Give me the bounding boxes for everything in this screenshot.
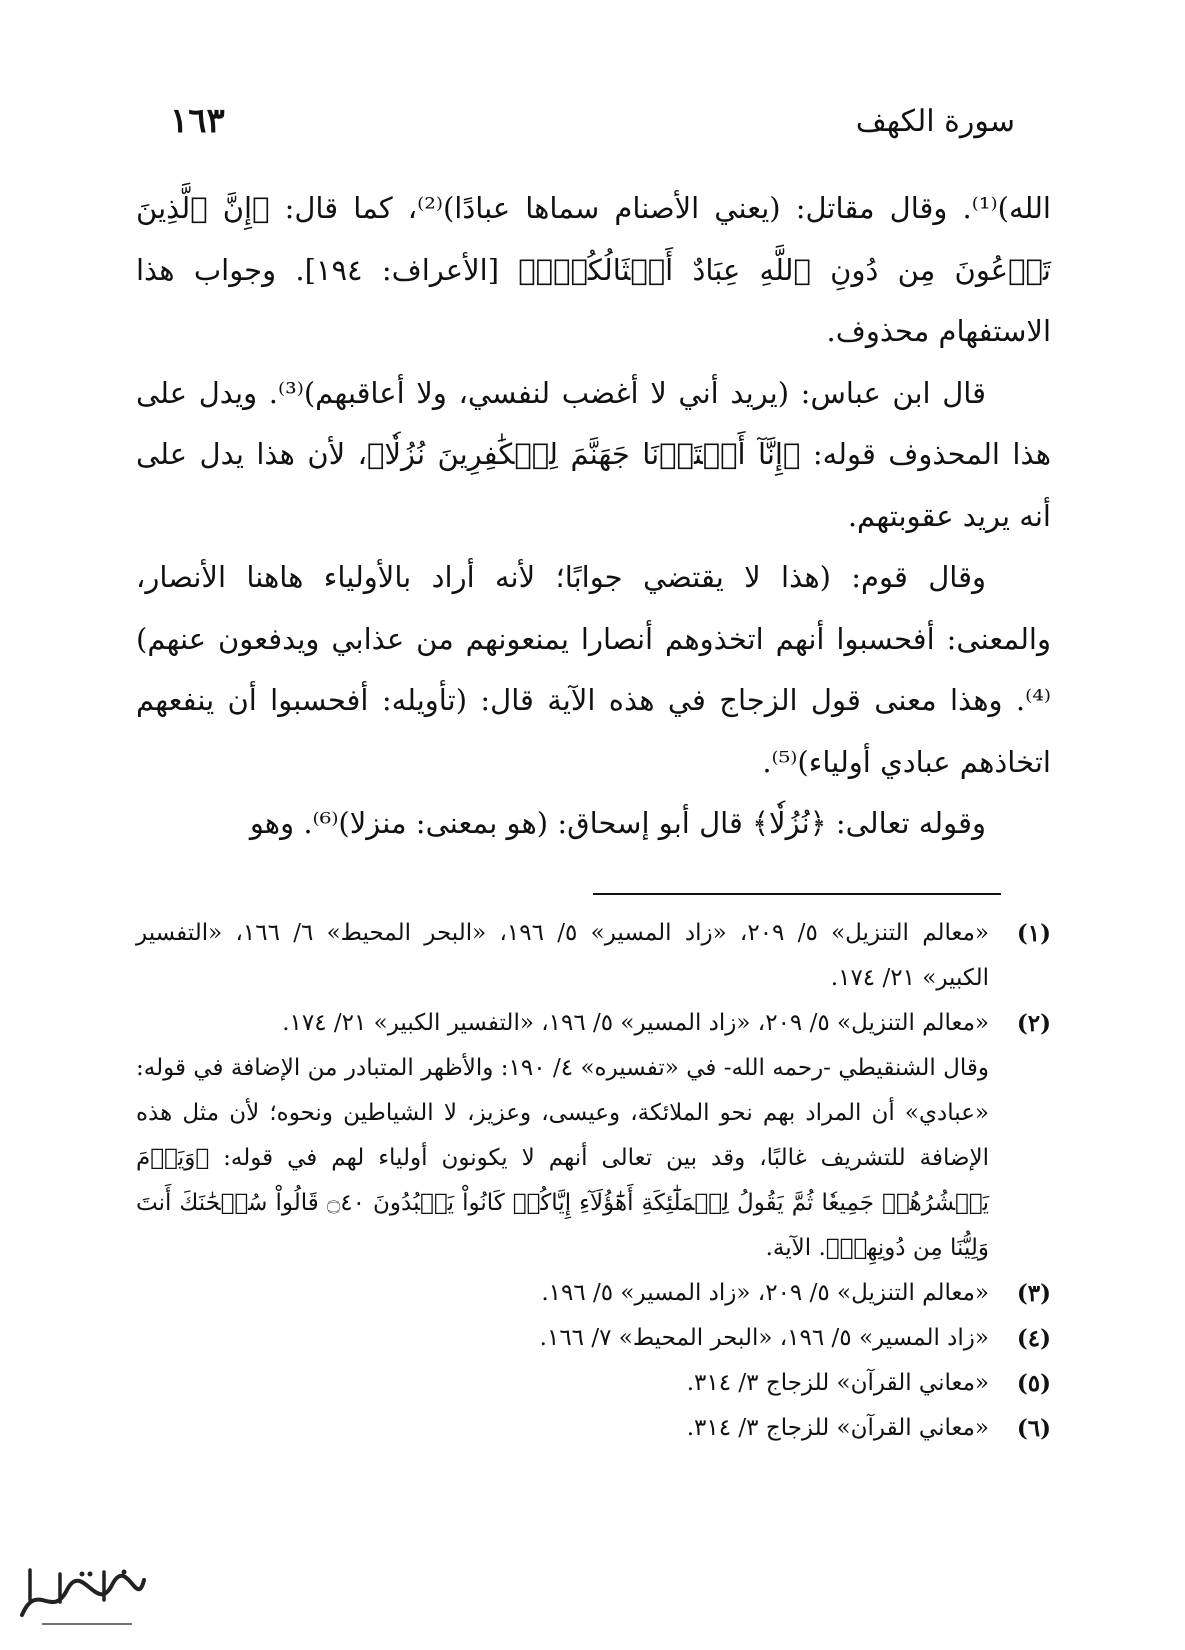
surah-title: سورة الكهف <box>855 103 1015 139</box>
watermark-logo <box>12 1560 152 1630</box>
footnote-1 <box>136 911 1051 1001</box>
footnote-2 <box>136 1001 1051 1271</box>
page-number: ١٦٣ <box>170 101 225 141</box>
footnote-3 <box>136 1271 1051 1316</box>
footnote-number: (٤) <box>1016 1325 1051 1352</box>
footnote-number: (١) <box>1016 920 1051 947</box>
footnote-number: (٢) <box>1016 1010 1051 1037</box>
footnote-text: «معالم التنزيل» ٥/ ٢٠٩، «زاد المسير» ٥/ ١٩٦، «التفسير الكبير» ٢١/ ١٧٤. <box>282 1010 989 1036</box>
footnote-separator <box>593 893 1001 895</box>
footnote-text: «معالم التنزيل» ٥/ ٢٠٩، «زاد المسير» ٥/ ١٩٦. <box>541 1280 989 1306</box>
footnote-text: «معاني القرآن» للزجاج ٣/ ٣١٤. <box>686 1370 989 1396</box>
footnote-text: وقال الشنقيطي -رحمه الله- في «تفسيره» ٤/ ١٩٠: والأظهر المتبادر من الإضافة في قوله: «عبادي» أن المراد بهم نحو الملائكة، وعيسى، وعزيز، لا الشياطين ونحوه؛ لأن مثل هذه الإضافة للتشريف غالبًا، وقد بين تعالى أنهم لا يكونون أولياء لهم في قوله: ﴿وَيَوۡمَ يَحۡشُرُهُمۡ جَمِيعٗا ثُمَّ يَقُولُ لِلۡمَلَٰٓئِكَةِ أَهَٰٓؤُلَآءِ إِيَّاكُمۡ كَانُواْ يَعۡبُدُونَ ۝٤٠ قَالُواْ سُبۡحَٰنَكَ أَنتَ وَلِيُّنَا مِن دُونِهِمۖ﴾. الآية. <box>136 1055 990 1261</box>
footnote-6 <box>136 1406 1051 1451</box>
footnote-number: (٦) <box>1016 1415 1051 1442</box>
paragraph-2: قال ابن عباس: (يريد أني لا أغضب لنفسي، ولا أعاقبهم)⁽³⁾. ويدل على هذا المحذوف قوله: ﴿إِنَّآ أَعۡتَدۡنَا جَهَنَّمَ لِلۡكَٰفِرِينَ نُزُلٗا﴾، لأن هذا يدل على أنه يريد عقوبتهم. <box>136 375 1051 533</box>
footnote-text: «معاني القرآن» للزجاج ٣/ ٣١٤. <box>686 1415 989 1441</box>
footnotes <box>136 911 1051 1451</box>
footnote-5 <box>136 1361 1051 1406</box>
footnote-number: (٥) <box>1016 1370 1051 1397</box>
footnote-number: (٣) <box>1016 1280 1051 1307</box>
paragraph-4: وقوله تعالى: ﴿نُزُلٗا﴾ قال أبو إسحاق: (هو بمعنى: منزلا)⁽⁶⁾. وهو <box>249 806 986 840</box>
page-header <box>170 98 1015 144</box>
paragraph-3: وقال قوم: (هذا لا يقتضي جوابًا؛ لأنه أراد بالأولياء هاهنا الأنصار، والمعنى: أفحسبوا أنهم اتخذوهم أنصارا يمنعونهم من عذابي ويدفعون عنهم)⁽⁴⁾. وهذا معنى قول الزجاج في هذه الآية قال: (تأويله: أفحسبوا أن ينفعهم اتخاذهم عبادي أولياء)⁽⁵⁾. <box>136 560 1051 779</box>
main-text <box>136 178 1051 855</box>
footnote-4 <box>136 1316 1051 1361</box>
paragraph-1: الله)⁽¹⁾. وقال مقاتل: (يعني الأصنام سماها عبادًا)⁽²⁾، كما قال: ﴿إِنَّ ٱلَّذِينَ تَدۡعُونَ مِن دُونِ ٱللَّهِ عِبَادٌ أَمۡثَالُكُمۡۖ﴾ [الأعراف: ١٩٤]. وجواب هذا الاستفهام محذوف. <box>136 191 1051 348</box>
footnote-text: «زاد المسير» ٥/ ١٩٦، «البحر المحيط» ٧/ ١٦٦. <box>539 1325 989 1351</box>
footnote-text: «معالم التنزيل» ٥/ ٢٠٩، «زاد المسير» ٥/ ١٩٦، «البحر المحيط» ٦/ ١٦٦، «التفسير الكبير» ٢١/ ١٧٤. <box>136 920 990 991</box>
